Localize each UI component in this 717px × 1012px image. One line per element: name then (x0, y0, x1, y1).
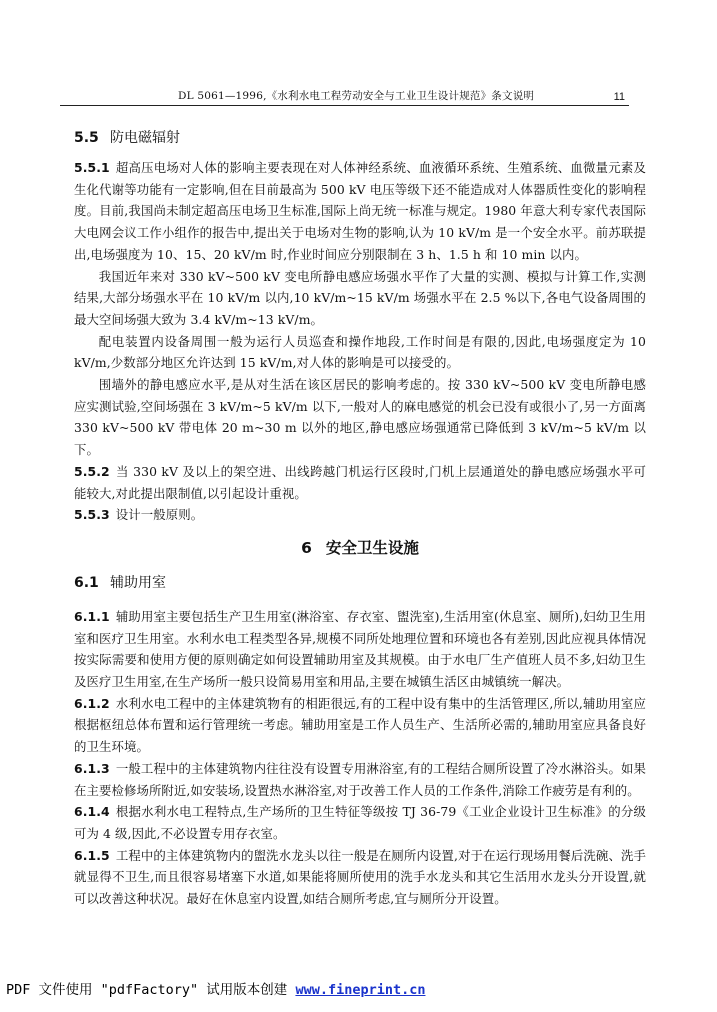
section-number: 5.5 (74, 130, 99, 146)
clause-number: 5.5.2 (74, 463, 110, 479)
page-body (74, 125, 646, 910)
section-5-5-heading (74, 125, 646, 151)
clause-5-5-1 (74, 157, 646, 266)
section-6-1-heading (74, 570, 646, 596)
chapter-title: 安全卫生设施 (325, 538, 419, 557)
pdf-footer (6, 978, 425, 998)
clause-text: 辅助用室主要包括生产卫生用室(淋浴室、存衣室、盥洗室),生活用室(休息室、厕所),妇幼卫生用室和医疗卫生用室。水利水电工程类型各异,规模不同所处地理位置和环境也各有差别,因此应视具体情况按实际需要和使用方便的原则确定如何设置辅助用室及其规模。由于水电厂生产值班人员不多,妇幼卫生及医疗卫生用室,在生产场所一般只设简易用室和用品,主要在城镇生活区由城镇统一解决。 (74, 608, 646, 690)
clause-6-1-2 (74, 693, 646, 758)
paragraph: 围墙外的静电感应水平,是从对生活在该区居民的影响考虑的。按 330 kV~500 kV 变电所静电感应实测试验,空间场强在 3 kV/m~5 kV/m 以下,一般对人的麻电感觉的机会已没有或很小了,另一方面离 330 kV~500 kV 带电体 20 m~30 m 以外的地区,静电感应场强通常已降低到 3 kV/m~5 kV/m 以下。 (74, 377, 646, 458)
clause-text: 超高压电场对人体的影响主要表现在对人体神经系统、血液循环系统、生殖系统、血微量元素及生化代谢等功能有一定影响,但在目前最高为 500 kV 电压等级下还不能造成对人体器质性变化的影响程度。目前,我国尚未制定超高压电场卫生标准,国际上尚无统一标准与规定。1980 年意大利专家代表国际大电网会议工作小组作的报告中,提出关于电场对生物的影响,认为 10 kV/m 是一个安全水平。前苏联提出,电场强度为 10、15、20 kV/m 时,作业时间应分别限制在 3 h、1.5 h 和 10 min 以内。 (74, 160, 646, 262)
clause-5-5-3 (74, 504, 646, 526)
clause-number: 6.1.1 (74, 608, 110, 624)
page-header (60, 84, 629, 106)
section-title: 辅助用室 (110, 574, 166, 591)
section-number: 6.1 (74, 574, 99, 591)
clause-text: 设计一般原则。 (115, 507, 204, 523)
clause-number: 6.1.2 (74, 695, 110, 711)
chapter-6-heading (74, 526, 646, 570)
footer-text: PDF 文件使用 "pdfFactory" 试用版本创建 (6, 982, 296, 998)
clause-6-1-3 (74, 758, 646, 801)
clause-5-5-2 (74, 461, 646, 504)
paragraph: 配电装置内设备周围一般为运行人员巡查和操作地段,工作时间是有限的,因此,电场强度定为 10 kV/m,少数部分地区允许达到 15 kV/m,对人体的影响是可以接受的。 (74, 333, 646, 371)
section-title: 防电磁辐射 (110, 130, 180, 146)
header-title: DL 5061—1996,《水利水电工程劳动安全与工业卫生设计规范》条文说明 (178, 90, 535, 102)
clause-6-1-4 (74, 801, 646, 844)
page-number: 11 (613, 91, 625, 103)
clause-text: 当 330 kV 及以上的架空进、出线跨越门机运行区段时,门机上层通道处的静电感应场强水平可能较大,对此提出限制值,以引起设计重视。 (74, 463, 646, 501)
clause-number: 6.1.3 (74, 760, 110, 776)
footer-link[interactable]: www.fineprint.cn (295, 982, 426, 998)
clause-6-1-5 (74, 845, 646, 910)
clause-number: 5.5.1 (74, 160, 110, 175)
clause-number: 5.5.3 (74, 507, 110, 523)
clause-text: 工程中的主体建筑物内的盥洗水龙头以往一般是在厕所内设置,对于在运行现场用餐后洗碗、洗手就显得不卫生,而且很容易堵塞下水道,如果能将厕所使用的洗手水龙头和其它生活用水龙头分开设置,就可以改善这种状况。最好在休息室内设置,如结合厕所考虑,宜与厕所分开设置。 (74, 847, 646, 907)
clause-6-1-1 (74, 606, 646, 693)
clause-text: 根据水利水电工程特点,生产场所的卫生特征等级按 TJ 36-79《工业企业设计卫生标准》的分级可为 4 级,因此,不必设置专用存衣室。 (74, 804, 646, 841)
chapter-number: 6 (301, 538, 312, 557)
clause-number: 6.1.5 (74, 847, 110, 863)
paragraph: 我国近年来对 330 kV~500 kV 变电所静电感应场强水平作了大量的实测、模拟与计算工作,实测结果,大部分场强水平在 10 kV/m 以内,10 kV/m~15 kV/m 场强水平在 2.5 %以下,各电气设备周围的最大空间场强大致为 3.4 kV/m~13 kV/m。 (74, 268, 646, 327)
clause-text: 水利水电工程中的主体建筑物有的相距很远,有的工程中设有集中的生活管理区,所以,辅助用室应根据枢纽总体布置和运行管理统一考虑。辅助用室是工作人员生产、生活所必需的,辅助用室应具备良好的卫生环境。 (74, 695, 646, 755)
clause-number: 6.1.4 (74, 804, 110, 820)
clause-text: 一般工程中的主体建筑物内往往没有设置专用淋浴室,有的工程结合厕所设置了冷水淋浴头。如果在主要检修场所附近,如安装场,设置热水淋浴室,对于改善工作人员的工作条件,消除工作疲劳是有利的。 (74, 760, 646, 798)
